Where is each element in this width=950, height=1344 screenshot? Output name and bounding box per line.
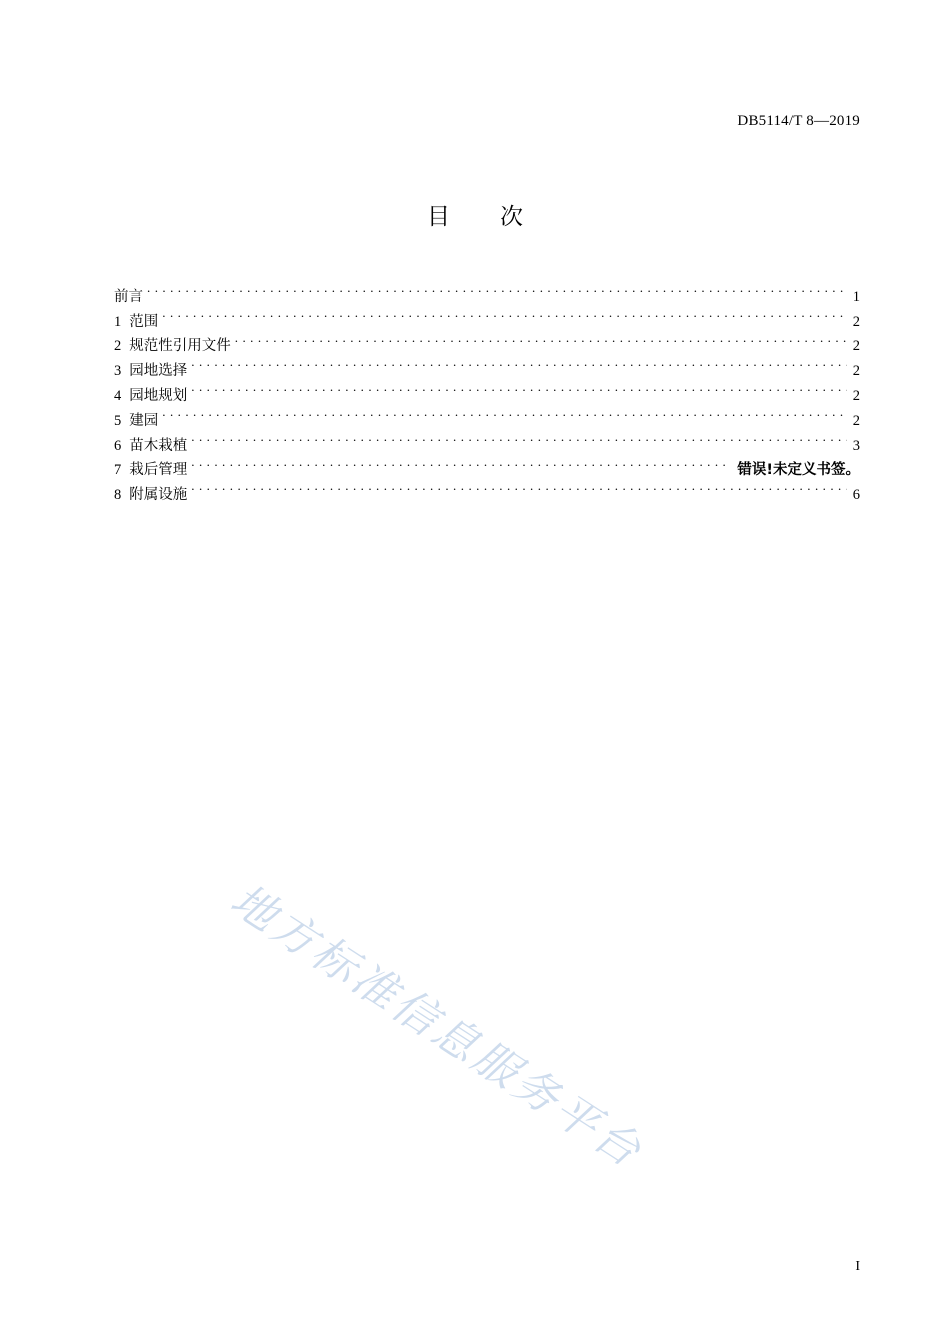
toc-entry-8[interactable] — [114, 474, 860, 504]
toc-entry-bookmark-error: 错误!未定义书签。 — [737, 462, 860, 479]
toc-entry-2[interactable] — [114, 326, 860, 355]
toc-leader-dots — [162, 301, 847, 326]
toc-title-char-1: 目 — [427, 204, 450, 230]
toc-entry-text: 苗木栽植 — [129, 437, 188, 454]
toc-entry-text: 园地选择 — [129, 363, 188, 380]
toc-entry-text: 栽后管理 — [129, 462, 188, 479]
toc-leader-dots — [191, 425, 847, 450]
toc-entry-number: 4 — [114, 387, 122, 404]
toc-entry-1[interactable] — [114, 301, 860, 330]
toc-entry-page: 3 — [852, 437, 860, 454]
toc-list — [114, 276, 860, 504]
toc-entry-page: 1 — [852, 288, 860, 305]
toc-leader-dots — [191, 350, 847, 375]
toc-entry-number: 6 — [114, 437, 122, 454]
toc-entry-number: 3 — [114, 363, 122, 380]
toc-leader-dots — [191, 375, 847, 400]
toc-entry-label — [114, 409, 162, 434]
toc-entry-text: 附属设施 — [129, 487, 188, 504]
toc-entry-5[interactable] — [114, 400, 860, 429]
toc-leader-dots — [162, 400, 847, 425]
toc-leader-dots — [235, 326, 847, 351]
toc-entry-preface[interactable] — [114, 276, 860, 305]
toc-entry-label — [114, 310, 162, 335]
toc-entry-page: 2 — [852, 363, 860, 380]
toc-leader-dots — [191, 450, 727, 475]
toc-entry-number: 2 — [114, 338, 122, 355]
toc-entry-text: 规范性引用文件 — [129, 338, 231, 355]
toc-title-char-2: 次 — [500, 204, 523, 230]
toc-title — [0, 198, 950, 231]
toc-leader-dots — [147, 276, 847, 301]
toc-entry-label: 前言 — [114, 288, 143, 305]
toc-entry-3[interactable] — [114, 350, 860, 380]
toc-leader-dots — [191, 474, 847, 499]
toc-entry-label — [114, 458, 191, 483]
toc-entry-page: 2 — [852, 387, 860, 404]
toc-entry-label — [114, 359, 191, 384]
toc-entry-6[interactable] — [114, 425, 860, 454]
toc-entry-label — [114, 434, 191, 459]
toc-entry-text: 建园 — [129, 412, 159, 429]
document-code: DB5114/T 8—2019 — [737, 113, 860, 129]
toc-entry-number: 8 — [114, 487, 122, 504]
toc-entry-7[interactable] — [114, 450, 860, 479]
toc-entry-label — [114, 483, 191, 508]
watermark: 地方标准信息服务平台 — [221, 874, 652, 1179]
toc-entry-page: 2 — [852, 338, 860, 355]
toc-entry-number: 5 — [114, 412, 122, 429]
toc-entry-text: 园地规划 — [129, 387, 188, 404]
toc-entry-page: 6 — [852, 487, 860, 504]
toc-entry-4[interactable] — [114, 375, 860, 404]
toc-entry-text: 范围 — [129, 313, 159, 330]
toc-entry-number: 7 — [114, 462, 122, 479]
toc-entry-page: 2 — [852, 313, 860, 330]
toc-entry-page: 2 — [852, 412, 860, 429]
toc-entry-number: 1 — [114, 313, 122, 330]
page-number: I — [855, 1259, 860, 1274]
